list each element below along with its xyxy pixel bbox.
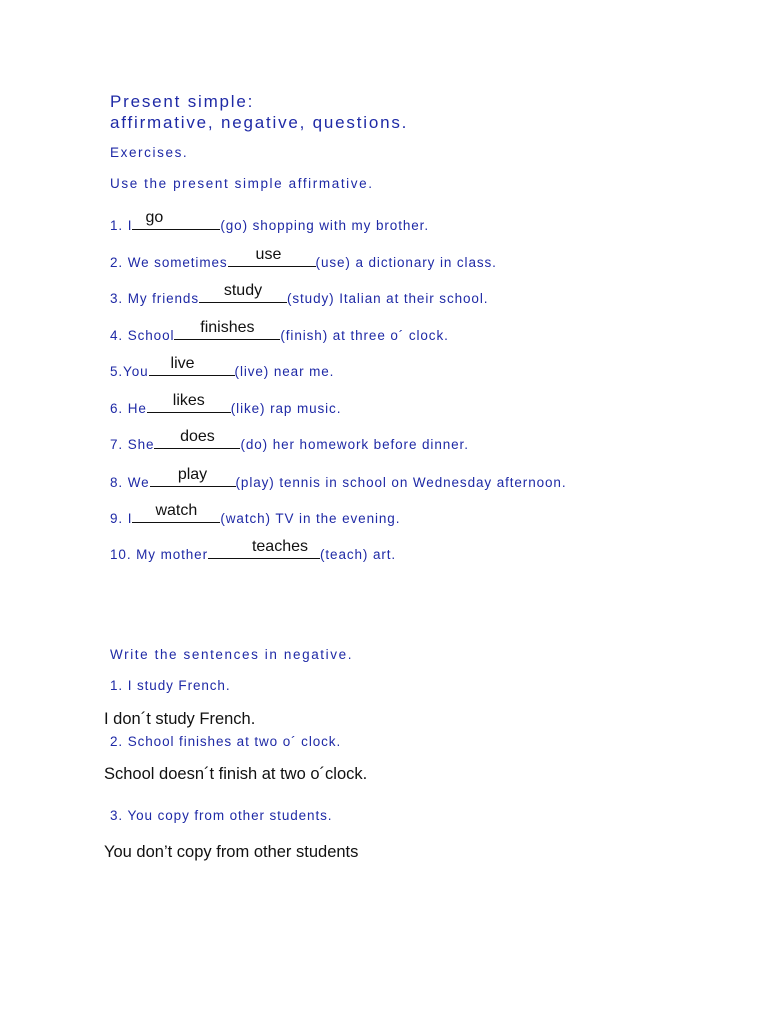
exercise-item-prefix: 4. School: [110, 328, 175, 343]
exercise-item-prefix: 2. We sometimes: [110, 255, 228, 270]
exercise-item-prefix: 9. I: [110, 511, 133, 526]
affirmative-instruction: Use the present simple affirmative.: [110, 176, 374, 191]
answer-blank: [132, 209, 220, 230]
answer-text: watch: [155, 502, 198, 519]
answer-text: live: [170, 355, 195, 372]
exercise-item-prefix: 1. I: [110, 218, 133, 233]
exercise-item-suffix: (like) rap music.: [230, 401, 342, 416]
exercise-item-suffix: (study) Italian at their school.: [286, 291, 489, 306]
answer-text: teaches: [251, 538, 308, 555]
exercise-item-6: [110, 392, 342, 416]
negative-prompt-2: 2. School finishes at two o´ clock.: [110, 734, 342, 749]
exercise-item-suffix: (live) near me.: [234, 364, 335, 379]
answer-text: study: [223, 282, 263, 299]
answer-text: play: [177, 466, 208, 483]
exercise-item-suffix: (teach) art.: [319, 547, 397, 562]
negative-instruction: Write the sentences in negative.: [110, 647, 354, 662]
exercise-item-10: [110, 538, 397, 562]
answer-blank: [174, 319, 280, 340]
exercise-item-7: [110, 428, 469, 452]
answer-text: go: [145, 209, 164, 226]
page-title: Present simple:: [110, 92, 255, 111]
answer-text: finishes: [200, 319, 255, 336]
exercise-item-3: [110, 282, 489, 306]
exercise-item-prefix: 6. He: [110, 401, 147, 416]
negative-answer-1: I don´t study French.: [104, 710, 256, 728]
exercise-item-suffix: (use) a dictionary in class.: [315, 255, 497, 270]
exercise-item-1: [110, 209, 429, 233]
answer-blank: [132, 502, 220, 523]
answer-blank: [154, 428, 240, 449]
exercise-item-prefix: 7. She: [110, 437, 155, 452]
exercise-item-5: [110, 355, 335, 379]
answer-blank: [150, 466, 236, 487]
exercise-item-suffix: (do) her homework before dinner.: [240, 437, 469, 452]
exercise-item-4: [110, 319, 449, 343]
answer-text: likes: [172, 392, 205, 409]
negative-answer-2: School doesn´t finish at two o´clock.: [104, 765, 368, 783]
answer-blank: [147, 392, 231, 413]
exercise-item-8: [110, 466, 567, 490]
answer-text: use: [255, 246, 282, 263]
answer-blank: [208, 538, 320, 559]
exercise-item-2: [110, 246, 497, 270]
exercise-item-suffix: (watch) TV in the evening.: [220, 511, 401, 526]
exercise-item-prefix: 10. My mother: [110, 547, 208, 562]
exercise-item-suffix: (play) tennis in school on Wednesday afternoon.: [235, 475, 567, 490]
page-subtitle: affirmative, negative, questions.: [110, 113, 409, 132]
exercises-heading: Exercises.: [110, 145, 189, 160]
exercise-item-suffix: (go) shopping with my brother.: [220, 218, 429, 233]
negative-prompt-1: 1. I study French.: [110, 678, 231, 693]
exercise-item-prefix: 8. We: [110, 475, 150, 490]
exercise-item-9: [110, 502, 401, 526]
exercise-item-suffix: (finish) at three o´ clock.: [280, 328, 449, 343]
negative-prompt-3: 3. You copy from other students.: [110, 808, 333, 823]
exercise-item-prefix: 5.You: [110, 364, 149, 379]
exercise-item-prefix: 3. My friends: [110, 291, 199, 306]
answer-blank: [149, 355, 235, 376]
negative-answer-3: You don’t copy from other students: [104, 843, 359, 861]
answer-blank: [199, 282, 287, 303]
answer-blank: [228, 246, 316, 267]
answer-text: does: [180, 428, 215, 445]
